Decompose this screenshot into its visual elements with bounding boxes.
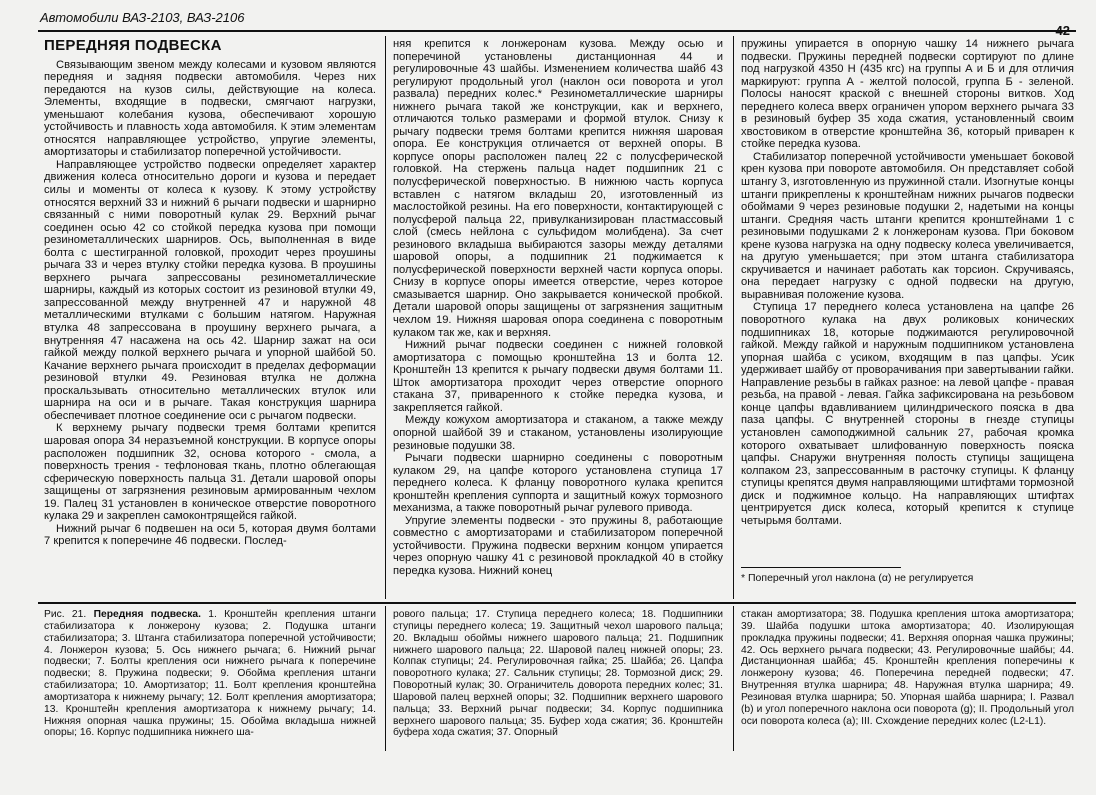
figure-label: Рис. 21.: [44, 609, 87, 620]
paragraph: К верхнему рычагу подвески тремя болтами крепится шаровая опора 34 неразъемной конструкции. В корпусе опоры расположен подшипник 32, основа которого - смола, а поверхность трения - тефлоновая ткань, плотно облегающая сферическую поверхность пальца 31. Детали шаровой опоры защищены от загрязнения резиновым армированным чехлом 19. Палец 31 установлен в коническое отверстие поворотного кулака 29 и закреплен самоконтрящейся гайкой.: [44, 422, 376, 523]
paragraph: Ступица 17 переднего колеса установлена на цапфе 26 поворотного кулака на двух роликовых конических подшипниках 18, которые поджимаются регулировочной гайкой. Между гайкой и наружным подшипником установлена упорная шайба с усиком, входящим в паз цапфы. Усик удерживает шайбу от проворачивания при завертывании гайки. Направление резьбы в гайках разное: на левой цапфе - правая резьба, на правой - левая. Гайка зафиксирована на резьбовом конце цапфы вдавливанием цилиндрического пояска в два паза цапфы. С внутренней стороны в гнезде ступицы установлен самоподжимной сальник 27, рабочая кромка которого охватывает шлифованную поверхность пояска цапфы. Снаружи внутренняя полость ступицы защищена колпаком 23, запрессованным в расточку ступицы. К фланцу ступицы крепятся двумя направляющими штифтами тормозной диск и поджимное кольцо. На направляющих штифтах центрируется диск колеса, который крепится к ступице четырьмя болтами.: [741, 301, 1074, 527]
paragraph: Упругие элементы подвески - это пружины 8, работающие совместно с амортизаторами и стабилизатором поперечной устойчивости. Пружина подвески верхним концом упирается через опорную чашку 41 с резиновой прокладкой 40 в стойку передка кузова. Нижний конец: [393, 514, 723, 577]
footnote: * Поперечный угол наклона (α) не регулируется: [741, 572, 974, 584]
text-column-3: [741, 38, 1074, 598]
caption-column-1: [44, 609, 376, 754]
column-divider: [733, 36, 734, 599]
caption-text: рового пальца; 17. Ступица переднего колеса; 18. Подшипники ступицы переднего колеса; 19. Защитный чехол шарового пальца; 20. Вкладыш обоймы нижнего шарового пальца; 21. Подшипник нижнего шарового пальца; 22. Шаровой палец нижней опоры; 23. Колпак ступицы; 24. Регулировочная гайка; 25. Шайба; 26. Цапфа поворотного кулака; 27. Сальник ступицы; 28. Тормозной диск; 29. Поворотный кулак; 30. Ограничитель доворота передних колес; 31. Шаровой палец верхней опоры; 32. Подшипник верхнего шарового пальца; 33. Верхний рычаг подвески; 34. Корпус подшипника верхнего шарового пальца; 35. Буфер хода сжатия; 36. Кронштейн буфера хода сжатия; 37. Опорный: [393, 609, 723, 739]
paragraph: Направляющее устройство подвески определяет характер движения колеса относительно дороги и кузова и передает силы и моменты от колеса к кузову. К этому устройству относятся верхний 33 и нижний 6 рычаги подвески и шарнирно связанный с ними поворотный кулак 29. Верхний рычаг соединен осью 42 со стойкой передка кузова при помощи резинометаллических шарниров. Ось, выполненная в виде болта с шестигранной головкой, проходит через проушины рычага 33 и через втулку стойки передка кузова. В проушины верхнего рычага запрессованы резинометаллические шарниры, каждый из которых состоит из резиновой втулки 49, запрессованной между внутренней 47 и наружной 48 металлическими втулками с большим натягом. Наружная втулка 48 запрессована в проушину верхнего рычага, а внутренняя 47 насажена на ось 42. Шарнир зажат на оси гайкой между полкой верхнего рычага и упорной шайбой 50. Качание верхнего рычага происходит в пределах деформации резиновой втулки 49. Резиновая втулка не должна проскальзывать относительно металлических втулок или шарнира на оси и в рычаге. Такая конструкция шарнира обеспечивает плотное соединение оси с рычагом подвески.: [44, 158, 376, 422]
paragraph: Рычаги подвески шарнирно соединены с поворотным кулаком 29, на цапфе которого установлена ступица 17 переднего колеса. К фланцу поворотного кулака крепится кронштейн крепления суппорта и защитный кожух тормозного механизма, а также поворотный рычаг рулевого привода.: [393, 452, 723, 515]
paragraph: Нижний рычаг подвески соединен с нижней головкой амортизатора с помощью кронштейна 13 и болта 12. Кронштейн 13 крепится к рычагу подвески двумя болтами 11. Шток амортизатора проходит через отверстие опорного стакана 37, приваренного к стойке передка кузова, и закрепляется гайкой.: [393, 339, 723, 414]
figure-title: Передняя подвеска.: [93, 609, 201, 620]
paragraph: Между кожухом амортизатора и стаканом, а также между опорной шайбой 39 и стаканом, установлены изолирующие резиновые подушки 38.: [393, 414, 723, 452]
text-column-2: [393, 38, 723, 598]
caption-divider: [733, 606, 734, 751]
footnote-rule: [741, 567, 901, 568]
text-column-1: [44, 38, 376, 598]
section-title: ПЕРЕДНЯЯ ПОДВЕСКА: [44, 38, 222, 54]
paragraph: Стабилизатор поперечной устойчивости уменьшает боковой крен кузова при повороте автомобиля. Он представляет собой штангу 3, изготовленную из пружинной стали. Изогнутые концы штанги прикреплены к кронштейнам нижних рычагов подвески обоймами 9 через резиновые подушки 2, надетыми на концы штанги. Средняя часть штанги крепится кронштейнами 1 с резиновыми подушками 2 к лонжеронам кузова. При боковом крене кузова нагрузка на одну подвеску колеса увеличивается, на другую уменьшается; при этом штанга стабилизатора скручивается и начинает работать как торсион. Скручиваясь, она передает нагрузку с одной подвески на другую, выравнивая положение кузова.: [741, 150, 1074, 301]
caption-rule: [38, 602, 1076, 604]
caption-column-2: [393, 609, 723, 754]
page-number: 42: [1055, 23, 1070, 38]
paragraph: няя крепится к лонжеронам кузова. Между осью и поперечиной установлены дистанционная 44 и регулировочные 43 шайбы. Изменением количества шайб 43 регулируют продольный угол (наклон оси поворота и угол развала) передних колес.* Резинометаллические шарниры нижнего рычага такой же конструкции, как и верхнего, отличаются только размерами и формой втулок. Снизу к рычагу подвески тремя болтами крепится нижняя шаровая опора. Ее конструкция отличается от верхней опоры. В корпусе опоры расположен палец 22 с полусферической головкой. На стержень пальца надет подшипник 21 с полусферической поверхностью. В нижнюю часть корпуса вставлен с натягом вкладыш 20, изготовленный из маслостойкой резины. На его поверхности, контактирующей с полусферой пальца 22, привулканизирован пластмассовый слой (смесь нейлона с сульфидом молибдена). За счет резинового вкладыша выбираются зазоры между деталями шаровой опоры, а подшипник 21 поджимается к полусферической поверхности верхней части корпуса опоры. Снизу в корпусе опоры имеется отверстие, через которое смазывается шарнир. Оно закрывается конической пробкой. Детали шаровой опоры защищены от загрязнения защитным чехлом 19. Нижняя шаровая опора соединена с поворотным кулаком так же, как и верхняя.: [393, 38, 723, 339]
caption-column-3: [741, 609, 1074, 754]
running-title: Автомобили ВАЗ-2103, ВАЗ-2106: [40, 10, 245, 25]
column-divider: [385, 36, 386, 599]
caption-text: 1. Кронштейн крепления штанги стабилизатора к лонжерону кузова; 2. Подушка штанги стабилизатора; 3. Штанга стабилизатора поперечной устойчивости; 4. Лонжерон кузова; 5. Ось нижнего рычага; 6. Нижний рычаг подвески; 7. Болты крепления оси нижнего рычага к поперечине подвески; 8. Пружина подвески; 9. Обойма крепления штанги стабилизатора; 10. Амортизатор; 11. Болт крепления кронштейна амортизатора к нижнему рычагу; 12. Болт крепления амортизатора; 13. Кронштейн крепления амортизатора к нижнему рычагу; 14. Нижняя опорная чашка пружины; 15. Обойма вкладыша нижней опоры; 16. Корпус подшипника нижнего ша-: [44, 609, 376, 739]
paragraph: Связывающим звеном между колесами и кузовом являются передняя и задняя подвески автомобиля. Через них передаются на кузов силы, действующие на колеса. Элементы, входящие в подвески, смягчают нагрузки, уменьшают колебания кузова, обеспечивают хорошую устойчивость и плавность хода автомобиля. К этим элементам относятся направляющее устройство, упругие элементы, амортизаторы и стабилизатор поперечной устойчивости.: [44, 58, 376, 159]
header-rule: [38, 30, 1076, 32]
paragraph: Нижний рычаг 6 подвешен на оси 5, которая двумя болтами 7 крепится к поперечине 46 подвески. Послед-: [44, 522, 376, 548]
figure-caption: [44, 609, 376, 739]
paragraph: пружины упирается в опорную чашку 14 нижнего рычага подвески. Пружины передней подвески сортируют по длине под нагрузкой 4350 Н (435 кгс) на группы А и Б и для отличия маркируют: группа А - желтой полосой, группа Б - зеленой. Полосы наносят краской с внешней стороны витков. Ход переднего колеса вверх ограничен упором верхнего рычага 33 в резиновый буфер 35 хода сжатия, установленный своим хвостовиком в отверстие кронштейна 36, который приварен к стойке передка кузова.: [741, 38, 1074, 151]
caption-divider: [385, 606, 386, 751]
caption-text: стакан амортизатора; 38. Подушка крепления штока амортизатора; 39. Шайба подушки штока амортизатора; 40. Изолирующая прокладка пружины подвески; 41. Верхняя опорная чашка пружины; 42. Ось верхнего рычага подвески; 43. Регулировочные шайбы; 44. Дистанционная шайба; 45. Кронштейн крепления поперечины к лонжерону кузова; 46. Поперечина передней подвески; 47. Внутренняя втулка шарнира; 48. Наружная втулка шарнира; 49. Резиновая втулка шарнира; 50. Упорная шайба шарнира; I. Развал (b) и угол поперечного наклона оси поворота (g); II. Продольный угол оси поворота колеса (a); III. Схождение передних колес (L2-L1).: [741, 609, 1074, 727]
